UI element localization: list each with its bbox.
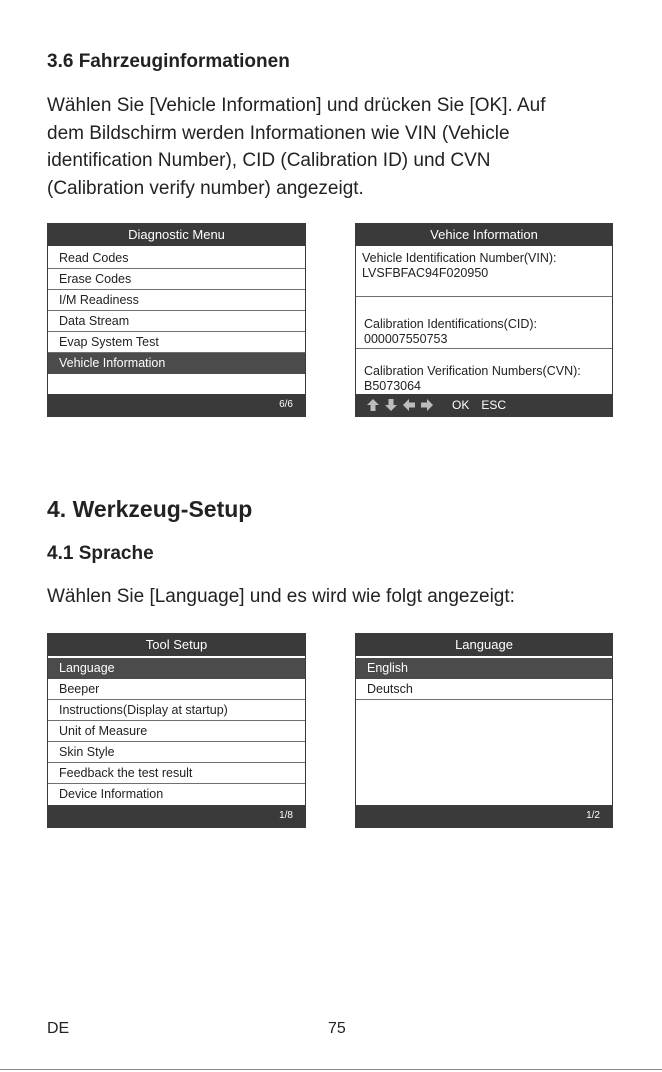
language-screen	[355, 633, 613, 828]
menu-item-english[interactable]: English	[356, 658, 612, 679]
menu-item-beeper[interactable]: Beeper	[48, 679, 305, 700]
paragraph-line: (Calibration verify number) angezeigt.	[47, 177, 364, 199]
bottom-rule	[0, 1069, 662, 1070]
vehicle-information-screen	[355, 223, 613, 417]
vin-value: LVSFBFAC94F020950	[362, 266, 489, 280]
menu-item-device-information[interactable]: Device Information	[59, 787, 164, 801]
arrow-left-icon[interactable]	[402, 398, 417, 412]
cid-value: 000007550753	[364, 332, 448, 346]
section-heading-3-6: 3.6 Fahrzeuginformationen	[47, 51, 290, 72]
navigation-keys	[366, 394, 506, 416]
vin-label: Vehicle Identification Number(VIN):	[362, 251, 557, 265]
screen-footer	[48, 805, 305, 827]
section-heading-4-1: 4.1 Sprache	[47, 543, 154, 564]
divider	[356, 296, 612, 297]
paragraph-line: identification Number), CID (Calibration ID) und CVN	[47, 150, 491, 171]
cid-block	[364, 317, 608, 347]
arrow-right-icon[interactable]	[420, 398, 435, 412]
tool-setup-screen	[47, 633, 306, 828]
cvn-value: B5073064	[364, 379, 422, 393]
screen-footer	[48, 394, 305, 416]
section-3-6-paragraph	[47, 92, 647, 202]
menu-item-unit-of-measure[interactable]: Unit of Measure	[48, 721, 305, 742]
screen-title: Diagnostic Menu	[48, 224, 305, 246]
screen-footer	[356, 805, 612, 827]
section-heading-4: 4. Werkzeug-Setup	[47, 496, 253, 522]
menu-item-vehicle-information[interactable]: Vehicle Information	[48, 353, 305, 374]
paragraph-line: dem Bildschirm werden Informationen wie VIN (Vehicle	[47, 122, 510, 144]
vin-block	[362, 251, 608, 281]
arrow-up-icon[interactable]	[366, 398, 381, 412]
cvn-label: Calibration Verification Numbers(CVN):	[364, 364, 581, 378]
diagnostic-menu-screen	[47, 223, 306, 417]
esc-button[interactable]: ESC	[481, 398, 507, 412]
screen-title: Tool Setup	[48, 634, 305, 656]
page-indicator: 1/2	[586, 810, 600, 821]
screen-footer	[356, 394, 612, 416]
menu-item-skin-style[interactable]: Skin Style	[48, 742, 305, 763]
menu-item-erase-codes[interactable]: Erase Codes	[48, 269, 305, 290]
menu-item-evap-system-test[interactable]: Evap System Test	[48, 332, 305, 353]
divider	[356, 348, 612, 349]
page-indicator: 6/6	[279, 399, 293, 410]
language-code: DE	[47, 1020, 70, 1037]
page-indicator: 1/8	[279, 810, 293, 821]
section-4-1-paragraph: Wählen Sie [Language] und es wird wie folgt angezeigt:	[47, 586, 515, 607]
screen-title: Language	[356, 634, 612, 656]
cid-label: Calibration Identifications(CID):	[364, 317, 537, 331]
menu-item-deutsch[interactable]: Deutsch	[356, 679, 612, 700]
menu-item-empty	[48, 374, 305, 395]
arrow-down-icon[interactable]	[384, 398, 399, 412]
menu-item-feedback-test-result[interactable]: Feedback the test result	[48, 763, 305, 784]
screen-title: Vehice Information	[356, 224, 612, 246]
paragraph-line: Wählen Sie [Vehicle Information] und drücken Sie [OK]. Auf	[47, 95, 546, 116]
menu-item-language[interactable]: Language	[48, 658, 305, 679]
menu-item-instructions[interactable]: Instructions(Display at startup)	[48, 700, 305, 721]
menu-item-read-codes[interactable]: Read Codes	[48, 248, 305, 269]
cvn-block	[364, 364, 608, 394]
ok-button[interactable]: OK	[452, 398, 470, 412]
page-number: 75	[328, 1020, 346, 1037]
menu-item-im-readiness[interactable]: I/M Readiness	[48, 290, 305, 311]
menu-item-data-stream[interactable]: Data Stream	[48, 311, 305, 332]
